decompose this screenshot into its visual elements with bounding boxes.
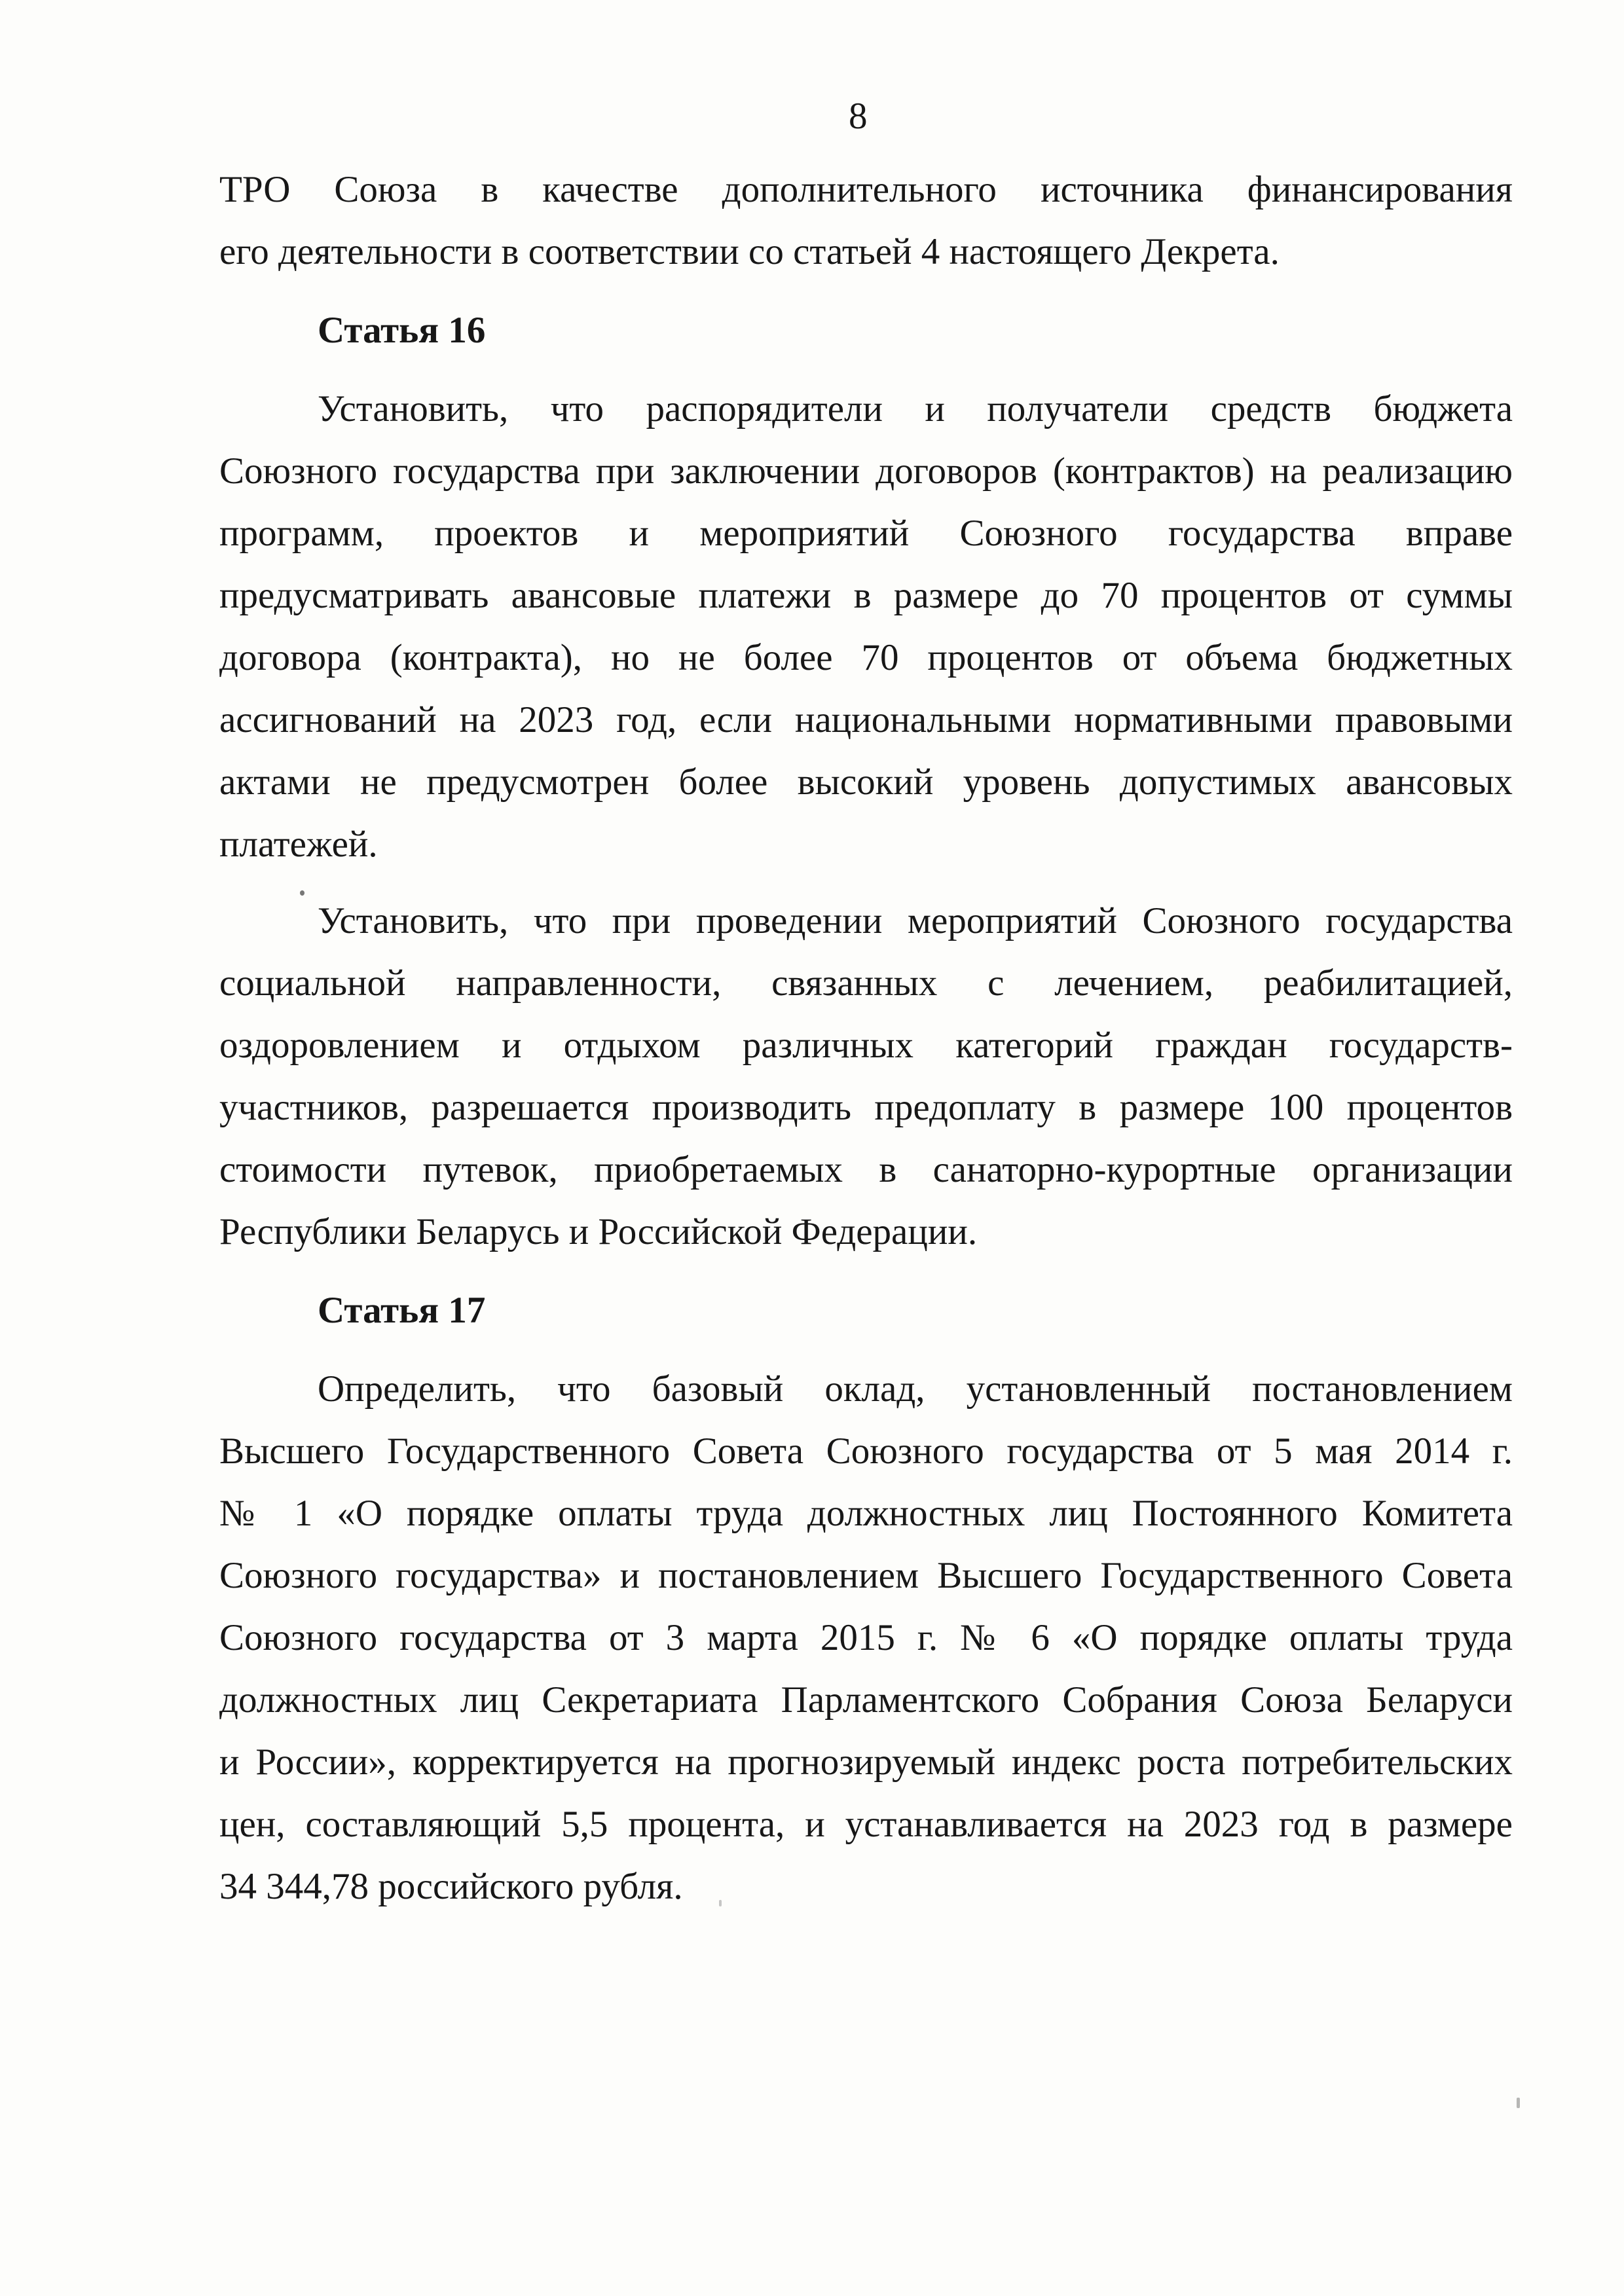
- text-line: социальной направленности, связанных с лечением, реабилитацией,: [219, 962, 1513, 1004]
- text-line: № 1 «О порядке оплаты труда должностных лиц Постоянного Комитета: [219, 1493, 1513, 1534]
- text-line: оздоровлением и отдыхом различных категорий граждан государств-: [219, 1025, 1513, 1066]
- text-line: программ, проектов и мероприятий Союзного государства вправе: [219, 513, 1513, 554]
- article-17-heading: Статья 17: [318, 1290, 486, 1331]
- text-line: 34 344,78 российского рубля.: [219, 1866, 683, 1907]
- text-line: договора (контракта), но не более 70 процентов от объема бюджетных: [219, 637, 1513, 678]
- paragraph-continuation: [219, 158, 1513, 283]
- text-line: стоимости путевок, приобретаемых в санаторно-курортные организации: [219, 1149, 1513, 1190]
- text-line: Союзного государства» и постановлением Высшего Государственного Совета: [219, 1555, 1513, 1596]
- document-body: [219, 158, 1513, 1918]
- scan-speck: [1517, 2098, 1520, 2108]
- article-17-paragraph-1: [219, 1358, 1513, 1918]
- text-line: Высшего Государственного Совета Союзного государства от 5 мая 2014 г.: [219, 1430, 1513, 1472]
- article-16-paragraph-2: [219, 890, 1513, 1263]
- text-line: Установить, что распорядители и получатели средств бюджета: [318, 388, 1513, 429]
- text-line: цен, составляющий 5,5 процента, и устанавливается на 2023 год в размере: [219, 1804, 1513, 1845]
- scan-speck: [719, 1900, 722, 1906]
- scan-speck: [300, 890, 304, 896]
- text-line: ассигнований на 2023 год, если национальными нормативными правовыми: [219, 699, 1513, 740]
- text-line: должностных лиц Секретариата Парламентского Собрания Союза Беларуси: [219, 1679, 1513, 1721]
- text-line: Установить, что при проведении мероприятий Союзного государства: [318, 900, 1513, 941]
- article-16-heading: Статья 16: [318, 310, 486, 351]
- page-number: 8: [849, 96, 868, 137]
- text-line: актами не предусмотрен более высокий уровень допустимых авансовых: [219, 761, 1513, 803]
- text-line: Определить, что базовый оклад, установленный постановлением: [318, 1368, 1513, 1410]
- text-line: его деятельности в соответствии со статьей 4 настоящего Декрета.: [219, 231, 1280, 272]
- text-line: Союзного государства при заключении договоров (контрактов) на реализацию: [219, 450, 1513, 492]
- article-16-paragraph-1: [219, 378, 1513, 875]
- text-line: Союзного государства от 3 марта 2015 г. № 6 «О порядке оплаты труда: [219, 1617, 1513, 1658]
- text-line: участников, разрешается производить предоплату в размере 100 процентов: [219, 1087, 1513, 1128]
- text-line: предусматривать авансовые платежи в размере до 70 процентов от суммы: [219, 575, 1513, 616]
- text-line: ТРО Союза в качестве дополнительного источника финансирования: [219, 169, 1513, 210]
- text-line: платежей.: [219, 824, 378, 865]
- text-line: и России», корректируется на прогнозируемый индекс роста потребительских: [219, 1741, 1513, 1783]
- text-line: Республики Беларусь и Российской Федерации.: [219, 1211, 978, 1252]
